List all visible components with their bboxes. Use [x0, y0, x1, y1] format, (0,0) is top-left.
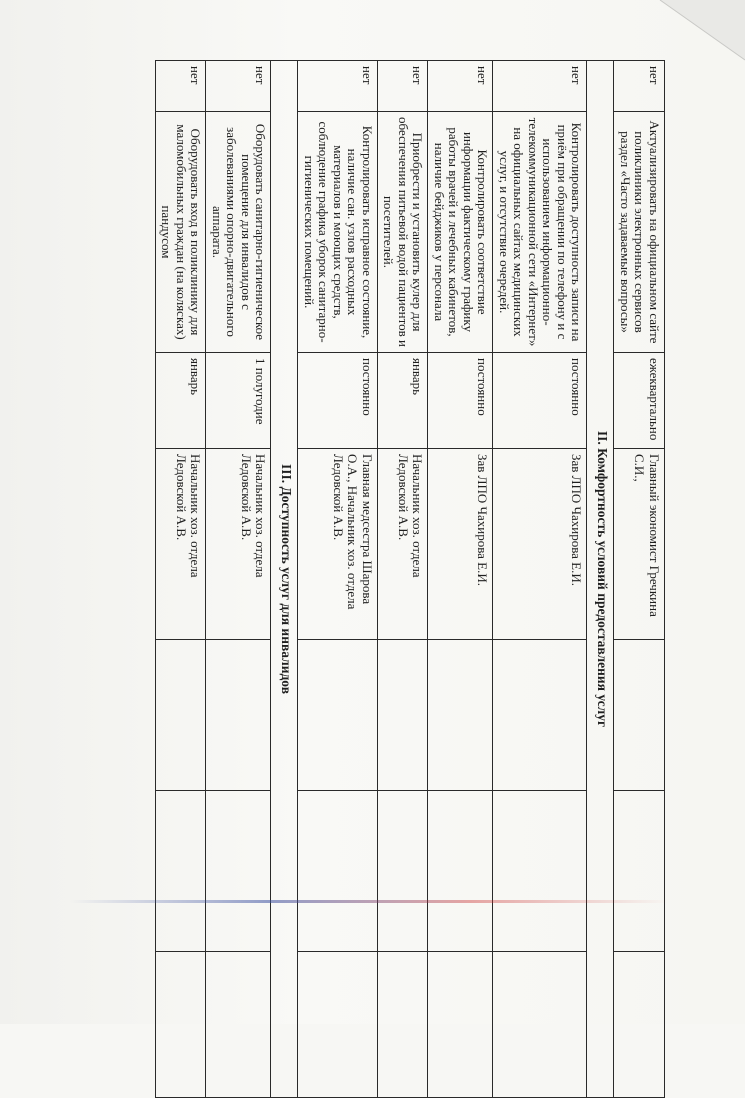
empty-cell [298, 640, 378, 791]
empty-cell [206, 791, 271, 952]
row-number: нет [614, 61, 665, 112]
row-number: нет [206, 61, 271, 112]
table-row [206, 61, 271, 1098]
deadline-cell: постоянно [428, 353, 493, 449]
measure-cell: Оборудовать вход в поликлинику для маломобильных граждан (на колясках) пандусом [156, 112, 207, 353]
empty-cell [428, 791, 493, 952]
row-number: нет [298, 61, 378, 112]
table-row [298, 61, 378, 1098]
responsible-cell: Начальник хоз. отдела Ледовской А.В. [156, 449, 207, 640]
empty-cell [493, 640, 587, 791]
empty-cell [298, 952, 378, 1098]
responsible-cell: Зав ЛПО Чахирова Е.И. [493, 449, 587, 640]
rotated-document [45, 60, 665, 1020]
empty-cell [493, 952, 587, 1098]
measure-cell: Актуализировать на официальном сайте поликлиники электронных сервисов раздел «Часто задаваемые вопросы» [614, 112, 665, 353]
empty-cell [298, 791, 378, 952]
measure-cell: Приобрести и установить кулер для обеспечения питьевой водой пациентов и посетителей. [378, 112, 429, 353]
measure-cell: Оборудовать санитарно-гигиеническое помещение для инвалидов с заболеваниями опорно-двигательного аппарата. [206, 112, 271, 353]
table-row [428, 61, 493, 1098]
responsible-cell: Начальник хоз. отдела Ледовской А.В. [378, 449, 429, 640]
row-number: нет [428, 61, 493, 112]
measure-cell: Контролировать доступность записи на приём при обращении по телефону и с использованием информационно-телекоммуникационной сети «Интернет» на официальных сайтах медицинских услуг, и отсутствие очередей. [493, 112, 587, 353]
table-row [156, 61, 207, 1098]
empty-cell [378, 952, 429, 1098]
empty-cell [378, 791, 429, 952]
section-row [271, 61, 298, 1098]
deadline-cell: ежеквартально [614, 353, 665, 449]
action-plan-table [155, 60, 665, 1098]
empty-cell [614, 791, 665, 952]
empty-cell [206, 640, 271, 791]
row-number: нет [493, 61, 587, 112]
empty-cell [156, 640, 207, 791]
empty-cell [206, 952, 271, 1098]
empty-cell [493, 791, 587, 952]
deadline-cell: январь [378, 353, 429, 449]
deadline-cell: январь [156, 353, 207, 449]
responsible-cell: Начальник хоз. отдела Ледовской А.В. [206, 449, 271, 640]
empty-cell [156, 952, 207, 1098]
empty-cell [614, 952, 665, 1098]
scanner-artifact-line [70, 900, 670, 903]
section-row [587, 61, 614, 1098]
responsible-cell: Главный экономист Гречкина С.И., [614, 449, 665, 640]
responsible-cell: Главная медсестра Шарова О.А., Начальник хоз. отдела Ледовской А.В. [298, 449, 378, 640]
section-heading-access: III. Доступность услуг для инвалидов [271, 61, 298, 1098]
deadline-cell: постоянно [298, 353, 378, 449]
row-number: нет [156, 61, 207, 112]
empty-cell [378, 640, 429, 791]
row-number: нет [378, 61, 429, 112]
table-row [378, 61, 429, 1098]
measure-cell: Контролировать исправное состояние, наличие сан. узлов расходных материалов и моющих средств, соблюдение графика уборок санитарно-гигиенических помещений. [298, 112, 378, 353]
deadline-cell: постоянно [493, 353, 587, 449]
section-heading-comfort: II. Комфортность условий предоставления услуг [587, 61, 614, 1098]
empty-cell [156, 791, 207, 952]
responsible-cell: Зав ЛПО Чахирова Е.И. [428, 449, 493, 640]
empty-cell [428, 952, 493, 1098]
deadline-cell: 1 полугодие [206, 353, 271, 449]
empty-cell [614, 640, 665, 791]
table-row [614, 61, 665, 1098]
empty-cell [428, 640, 493, 791]
measure-cell: Контролировать соответствие информации фактическому графику работы врачей и лечебных кабинетов, наличие бейджиков у персонала [428, 112, 493, 353]
table-row [493, 61, 587, 1098]
